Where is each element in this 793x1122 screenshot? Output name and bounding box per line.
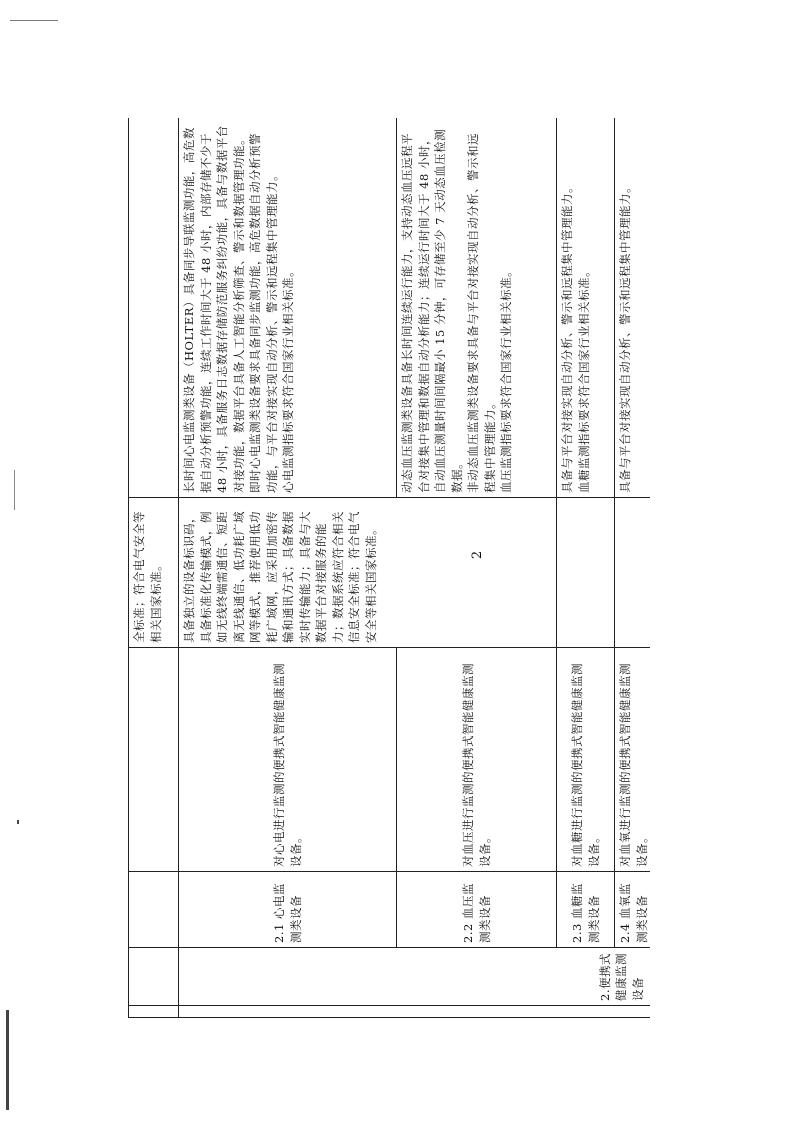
cell-common-cont: 全标准；符合电气安全等相关国家标准。 [129,498,179,648]
cell-specific-requirements: 长时间心电监测类设备（HOLTER）具备同步导联监测功能，高危数据自动分析预警功能，连续工作时间大于 48 小时，内部存储不少于 48 小时，具备服务日志数据存储防范服务纠纷功能，具备与数据平台对接功能，数据平台具备人工智能分析筛查、警示和数据管理功能。 即时心电监测类设备要求具备同步监测功能，高危数据自动分析预警功能，与平台对接实现自动分析、警示和远程集中管理能力。 心电监测指标要求符合国家行业相关标准。 [179,118,397,498]
table-row-glucose [557,118,615,1018]
cell-description: 对血压进行监测的便携式智能健康监测设备。 [397,648,557,872]
cell-category: 2.便携式健康监测设备 [179,948,651,1006]
cell-specific-requirements: 具备与平台对接实现自动分析、警示和远程集中管理能力。 [615,118,651,498]
scan-dot [17,820,19,824]
cell-empty [557,498,615,648]
cell-description: 对血氧进行监测的便携式智能健康监测设备。 [615,648,651,872]
scan-edge-mark [6,1010,9,1110]
cell-name-cont [129,872,179,948]
cell-category-cont [129,948,179,1006]
header-rule [10,20,58,21]
cell-device-name: 2.3 血糖监测类设备 [557,872,615,948]
scan-edge-mark [14,470,15,510]
edge-cell [129,1006,179,1018]
cell-specific-requirements: 动态血压监测类设备具备长时间连续运行能力，支持动态血压远程平台对接集中管理和数据自动分析能力；连续运行时间大于 48 小时，自动血压测量时间间隔最小 15 分钟，可存储至少 7 天动态血压检测数据。 非动态血压监测类设备要求具备与平台对接实现自动分析、警示和远程集中管理能力。 血压监测指标要求符合国家行业相关标准。 [397,118,557,498]
table-row-oxygen [615,118,651,1018]
cell-device-name: 2.4 血氧监测类设备 [615,872,651,948]
cell-device-name: 2.1 心电监测类设备 [179,872,397,948]
page-number: 2 [470,550,485,560]
table-row-ecg [179,118,397,1018]
cell-common-requirements: 具备独立的设备标识码，具备标准化传输模式，例如无线终端需通信、短距离无线通信、低功耗广域网等模式，推荐使用低功耗广域网，应采用加密传输和通讯方式；具备数据实时传输能力；具备与大数据平台对接服务的能力；数据系统应符合相关信息安全标准；符合电气安全等相关国家标准。 [179,498,557,648]
rotated-table-sheet [128,118,650,1018]
edge-cell [179,1006,651,1018]
cell-specific-cont [129,118,179,498]
cell-empty [615,498,651,648]
table-row-continued [129,118,179,1018]
cell-description-cont [129,648,179,872]
cell-specific-requirements: 具备与平台对接实现自动分析、警示和远程集中管理能力。 血糖监测指标要求符合国家行业相关标准。 [557,118,615,498]
equipment-standards-table [128,118,650,1018]
cell-device-name: 2.2 血压监测类设备 [397,872,557,948]
cell-description: 对心电进行监测的便携式智能健康监测设备。 [179,648,397,872]
cell-description: 对血糖进行监测的便携式智能健康监测设备。 [557,648,615,872]
